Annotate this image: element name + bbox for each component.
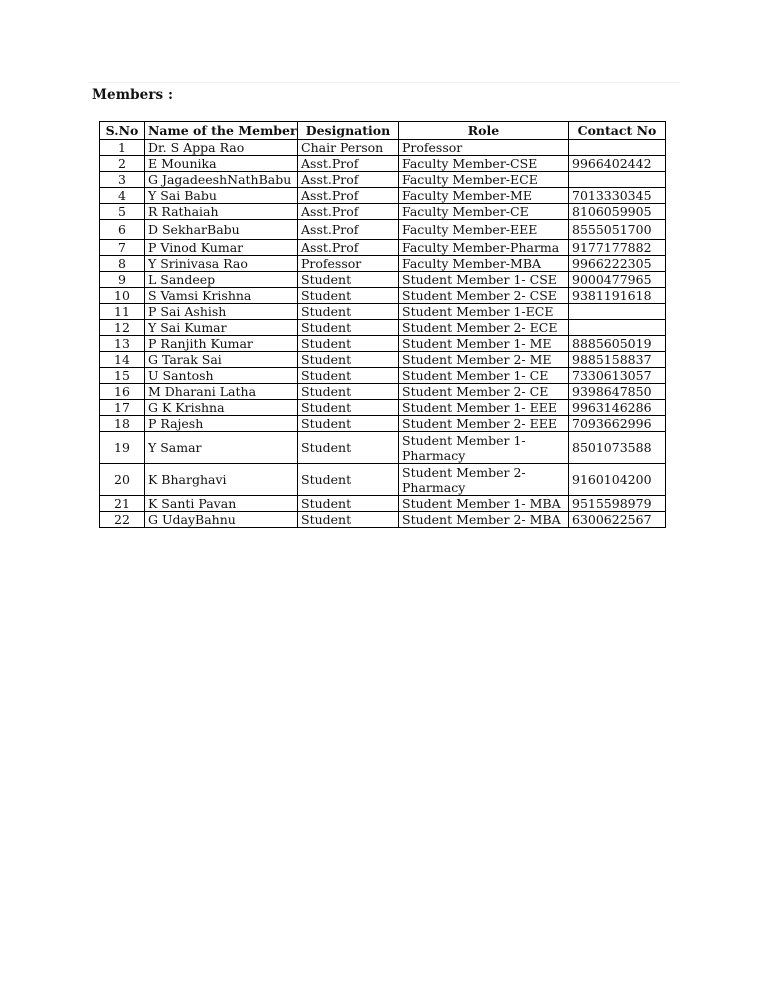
cell-designation: Student [298,272,399,288]
cell-sno: 21 [100,496,145,512]
cell-sno: 8 [100,256,145,272]
cell-designation: Asst.Prof [298,240,399,256]
table-row [100,140,666,156]
cell-contact: 9966222305 [569,256,666,272]
cell-designation: Student [298,368,399,384]
cell-contact: 9885158837 [569,352,666,368]
table-row [100,240,666,256]
cell-designation: Student [298,352,399,368]
cell-contact [569,304,666,320]
cell-contact: 9966402442 [569,156,666,172]
cell-designation: Student [298,336,399,352]
cell-name: P Rajesh [145,416,298,432]
cell-role: Professor [399,140,569,156]
cell-name: P Sai Ashish [145,304,298,320]
header-contact: Contact No [569,122,666,140]
cell-sno: 13 [100,336,145,352]
cell-role: Student Member 2- ECE [399,320,569,336]
cell-contact: 9177177882 [569,240,666,256]
cell-sno: 3 [100,172,145,188]
cell-name: S Vamsi Krishna [145,288,298,304]
cell-designation: Student [298,384,399,400]
cell-designation: Student [298,400,399,416]
table-header-row [100,122,666,140]
cell-role: Student Member 2- CE [399,384,569,400]
cell-contact: 7330613057 [569,368,666,384]
table-row [100,464,666,496]
cell-designation: Student [298,432,399,464]
cell-contact [569,172,666,188]
cell-role: Student Member 1- Pharmacy [399,432,569,464]
cell-name: G UdayBahnu [145,512,298,528]
cell-contact: 9000477965 [569,272,666,288]
cell-role: Student Member 1- EEE [399,400,569,416]
cell-role: Student Member 2- Pharmacy [399,464,569,496]
cell-name: M Dharani Latha [145,384,298,400]
table-row [100,256,666,272]
table-row [100,400,666,416]
cell-name: K Santi Pavan [145,496,298,512]
cell-name: P Ranjith Kumar [145,336,298,352]
cell-name: U Santosh [145,368,298,384]
cell-role: Student Member 1- ME [399,336,569,352]
cell-designation: Student [298,320,399,336]
cell-name: Y Srinivasa Rao [145,256,298,272]
cell-contact: 9963146286 [569,400,666,416]
table-row [100,384,666,400]
cell-contact: 9398647850 [569,384,666,400]
cell-sno: 7 [100,240,145,256]
header-role: Role [399,122,569,140]
cell-role: Faculty Member-ME [399,188,569,204]
cell-role: Faculty Member-Pharma [399,240,569,256]
cell-contact [569,140,666,156]
cell-name: D SekharBabu [145,220,298,240]
table-row [100,204,666,220]
cell-role: Student Member 2- EEE [399,416,569,432]
cell-role: Student Member 2- CSE [399,288,569,304]
cell-designation: Asst.Prof [298,156,399,172]
cell-contact: 9381191618 [569,288,666,304]
table-row [100,368,666,384]
cell-name: G JagadeeshNathBabu [145,172,298,188]
cell-sno: 17 [100,400,145,416]
cell-name: L Sandeep [145,272,298,288]
table-row [100,512,666,528]
cell-designation: Student [298,512,399,528]
cell-name: P Vinod Kumar [145,240,298,256]
header-designation: Designation [298,122,399,140]
cell-role: Faculty Member-CE [399,204,569,220]
header-name: Name of the Member [145,122,298,140]
cell-sno: 19 [100,432,145,464]
table-row [100,496,666,512]
table-row [100,352,666,368]
cell-designation: Asst.Prof [298,188,399,204]
cell-sno: 14 [100,352,145,368]
table-row [100,272,666,288]
table-row [100,320,666,336]
table-row [100,336,666,352]
header-sno: S.No [100,122,145,140]
members-table [99,121,666,528]
table-row [100,172,666,188]
cell-contact: 6300622567 [569,512,666,528]
cell-designation: Student [298,288,399,304]
cell-role: Student Member 1- MBA [399,496,569,512]
cell-contact: 7013330345 [569,188,666,204]
cell-role: Faculty Member-CSE [399,156,569,172]
cell-sno: 15 [100,368,145,384]
cell-name: Y Samar [145,432,298,464]
cell-role: Student Member 1- CSE [399,272,569,288]
cell-sno: 18 [100,416,145,432]
cell-contact: 7093662996 [569,416,666,432]
table-row [100,432,666,464]
table-row [100,220,666,240]
cell-name: E Mounika [145,156,298,172]
cell-role: Student Member 1-ECE [399,304,569,320]
cell-designation: Student [298,496,399,512]
cell-sno: 5 [100,204,145,220]
cell-name: G K Krishna [145,400,298,416]
cell-sno: 6 [100,220,145,240]
table-row [100,416,666,432]
cell-designation: Asst.Prof [298,204,399,220]
cell-sno: 11 [100,304,145,320]
cell-contact: 8106059905 [569,204,666,220]
cell-designation: Student [298,304,399,320]
cell-contact: 8555051700 [569,220,666,240]
cell-sno: 2 [100,156,145,172]
cell-role: Faculty Member-MBA [399,256,569,272]
cell-contact: 9515598979 [569,496,666,512]
cell-role: Faculty Member-ECE [399,172,569,188]
cell-contact: 8501073588 [569,432,666,464]
cell-name: Dr. S Appa Rao [145,140,298,156]
cell-name: Y Sai Babu [145,188,298,204]
cell-sno: 9 [100,272,145,288]
cell-contact: 8885605019 [569,336,666,352]
cell-role: Student Member 1- CE [399,368,569,384]
cell-sno: 4 [100,188,145,204]
cell-name: K Bharghavi [145,464,298,496]
cell-name: R Rathaiah [145,204,298,220]
cell-designation: Asst.Prof [298,220,399,240]
table-row [100,288,666,304]
cell-designation: Student [298,416,399,432]
table-row [100,188,666,204]
cell-contact: 9160104200 [569,464,666,496]
cell-role: Student Member 2- MBA [399,512,569,528]
members-heading: Members : [92,87,174,103]
cell-name: G Tarak Sai [145,352,298,368]
cell-sno: 10 [100,288,145,304]
cell-designation: Professor [298,256,399,272]
cell-role: Faculty Member-EEE [399,220,569,240]
cell-sno: 16 [100,384,145,400]
cell-sno: 12 [100,320,145,336]
cell-sno: 1 [100,140,145,156]
cell-designation: Asst.Prof [298,172,399,188]
cell-designation: Chair Person [298,140,399,156]
cell-designation: Student [298,464,399,496]
cell-sno: 22 [100,512,145,528]
table-row [100,304,666,320]
page-divider [88,82,680,83]
cell-name: Y Sai Kumar [145,320,298,336]
table-row [100,156,666,172]
cell-contact [569,320,666,336]
cell-role: Student Member 2- ME [399,352,569,368]
cell-sno: 20 [100,464,145,496]
